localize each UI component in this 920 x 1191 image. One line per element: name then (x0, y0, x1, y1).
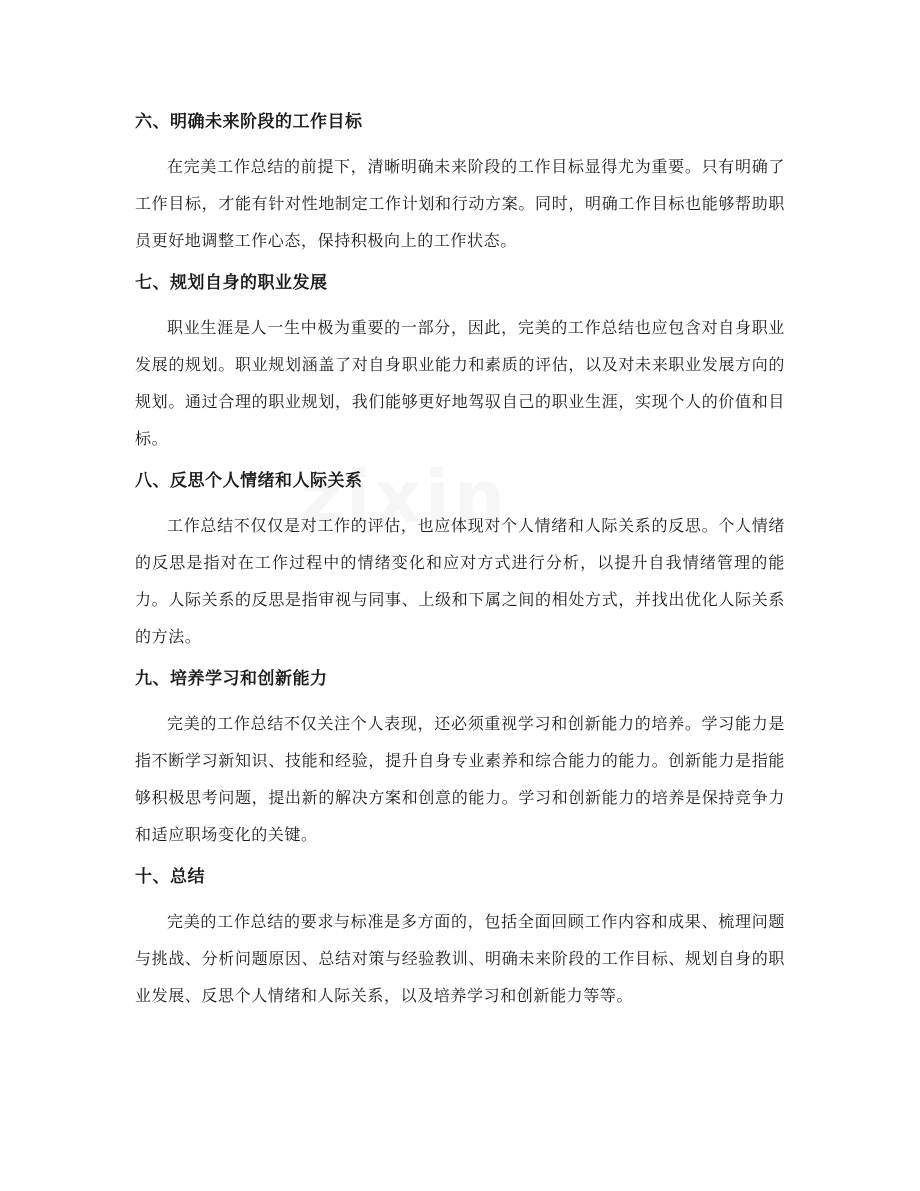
document-page (135, 98, 785, 1024)
section-paragraph: 在完美工作总结的前提下，清晰明确未来阶段的工作目标显得尤为重要。只有明确了工作目标，才能有针对性地制定工作计划和行动方案。同时，明确工作目标也能够帮助职员更好地调整工作心态，保持积极向上的工作状态。 (135, 157, 785, 250)
section-heading: 十、总结 (135, 867, 205, 887)
section-heading: 九、培养学习和创新能力 (135, 669, 328, 689)
section-paragraph: 完美的工作总结的要求与标准是多方面的，包括全面回顾工作内容和成果、梳理问题与挑战、分析问题原因、总结对策与经验教训、明确未来阶段的工作目标、规划自身的职业发展、反思个人情绪和人际关系，以及培养学习和创新能力等等。 (135, 912, 785, 1005)
section-paragraph: 工作总结不仅仅是对工作的评估，也应体现对个人情绪和人际关系的反思。个人情绪的反思是指对在工作过程中的情绪变化和应对方式进行分析，以提升自我情绪管理的能力。人际关系的反思是指审视与同事、上级和下属之间的相处方式，并找出优化人际关系的方法。 (135, 516, 785, 646)
section-heading: 八、反思个人情绪和人际关系 (135, 471, 363, 491)
section-heading: 六、明确未来阶段的工作目标 (135, 112, 363, 132)
section-paragraph: 完美的工作总结不仅关注个人表现，还必须重视学习和创新能力的培养。学习能力是指不断学习新知识、技能和经验，提升自身专业素养和综合能力的能力。创新能力是指能够积极思考问题，提出新的解决方案和创意的能力。学习和创新能力的培养是保持竞争力和适应职场变化的关键。 (135, 714, 785, 844)
section-heading: 七、规划自身的职业发展 (135, 273, 328, 293)
section-paragraph: 职业生涯是人一生中极为重要的一部分，因此，完美的工作总结也应包含对自身职业发展的规划。职业规划涵盖了对自身职业能力和素质的评估，以及对未来职业发展方向的规划。通过合理的职业规划，我们能够更好地驾驭自己的职业生涯，实现个人的价值和目标。 (135, 318, 785, 448)
